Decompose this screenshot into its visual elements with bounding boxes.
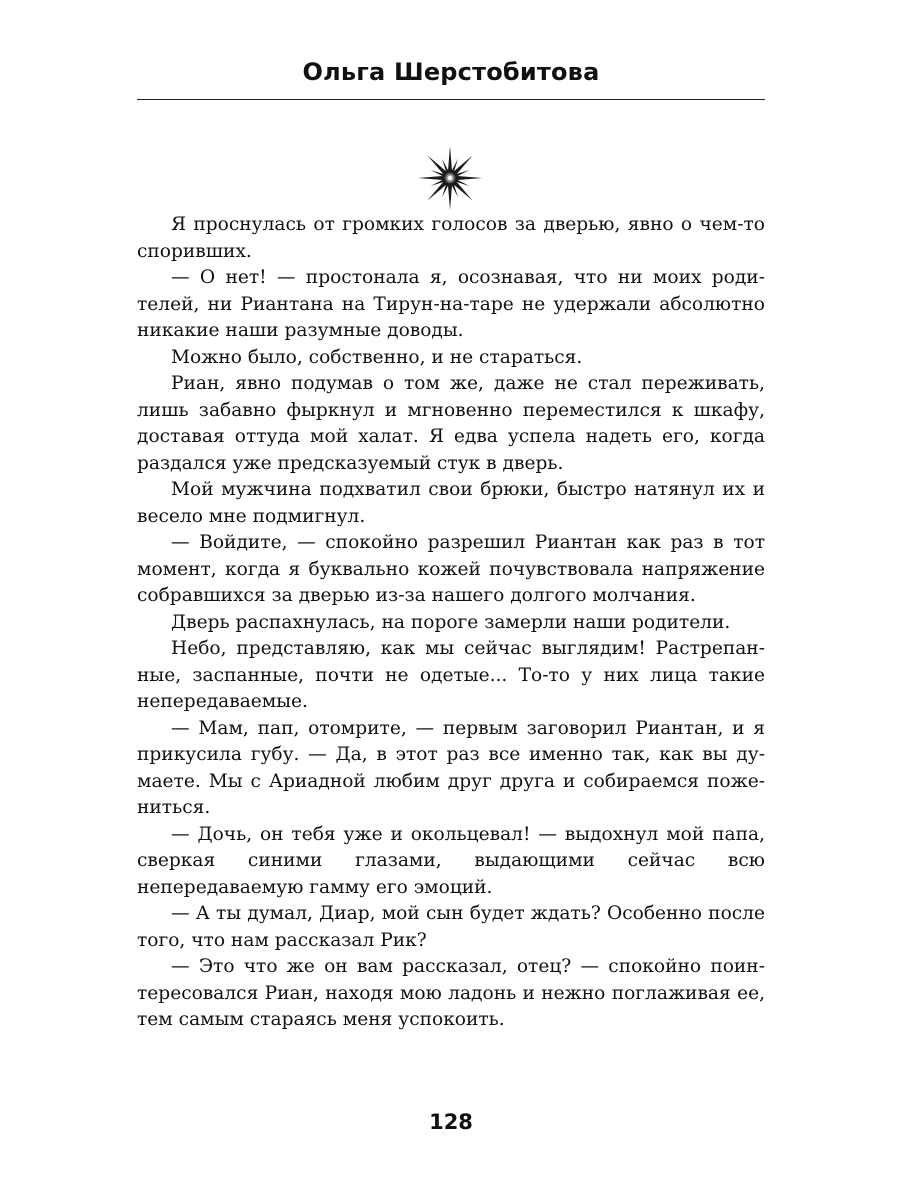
running-head-title: Ольга Шерстобитова — [302, 58, 600, 86]
paragraph: Дверь распахнулась, на пороге замерли наши родители. — [171, 611, 731, 633]
paragraph: Я проснулась от громких голосов за дверью, явно о чем-то споривших. — [137, 214, 765, 262]
paragraph: — Это что же он вам рассказал, отец? — спокойно поинтересовался Риан, находя мою ладонь и нежно поглаживая ее, тем самым стараясь меня успокоить. — [137, 956, 765, 1030]
body-text — [137, 212, 765, 1034]
paragraph: — А ты думал, Диар, мой сын будет ждать? Особенно после того, что нам рассказал Рик? — [137, 903, 765, 951]
paragraph: Небо, представляю, как мы сейчас выглядим! Растрепанные, заспанные, почти не одетые... То-то у них лица такие непередаваемые. — [137, 638, 765, 712]
paragraph: — Дочь, он тебя уже и окольцевал! — выдохнул мой папа, сверкая синими глазами, выдающими сейчас всю непередаваемую гамму его эмоций. — [137, 823, 765, 898]
paragraph: — Мам, пап, отомрите, — первым заговорил Риантан, и я прикусила губу. — Да, в этот раз все именно так, как вы думаете. Мы с Ариадной любим друг друга и собираемся пожениться. — [137, 717, 765, 818]
header-rule — [137, 99, 765, 100]
paragraph: Мой мужчина подхватил свои брюки, быстро натянул их и весело мне подмигнул. — [137, 479, 765, 527]
paragraph: Можно было, собственно, и не стараться. — [171, 346, 583, 368]
paragraph: — О нет! — простонала я, осознавая, что ни моих родителей, ни Риантана на Тирун-на-таре не удержали абсолютно никакие наши разумные доводы. — [137, 267, 765, 341]
page-number: 128 — [429, 1110, 473, 1134]
paragraph: Риан, явно подумав о том же, даже не стал переживать, лишь забавно фыркнул и мгновенно переместился к шкафу, доставая оттуда мой халат. Я едва успела надеть его, когда раздался уже предсказуемый стук в дверь. — [137, 373, 765, 474]
sparkle-star-icon — [415, 143, 485, 213]
paragraph: — Войдите, — спокойно разрешил Риантан как раз в тот момент, когда я буквально кожей почувствовала напряжение собравшихся за дверью из-за нашего долгого молчания. — [137, 532, 765, 606]
